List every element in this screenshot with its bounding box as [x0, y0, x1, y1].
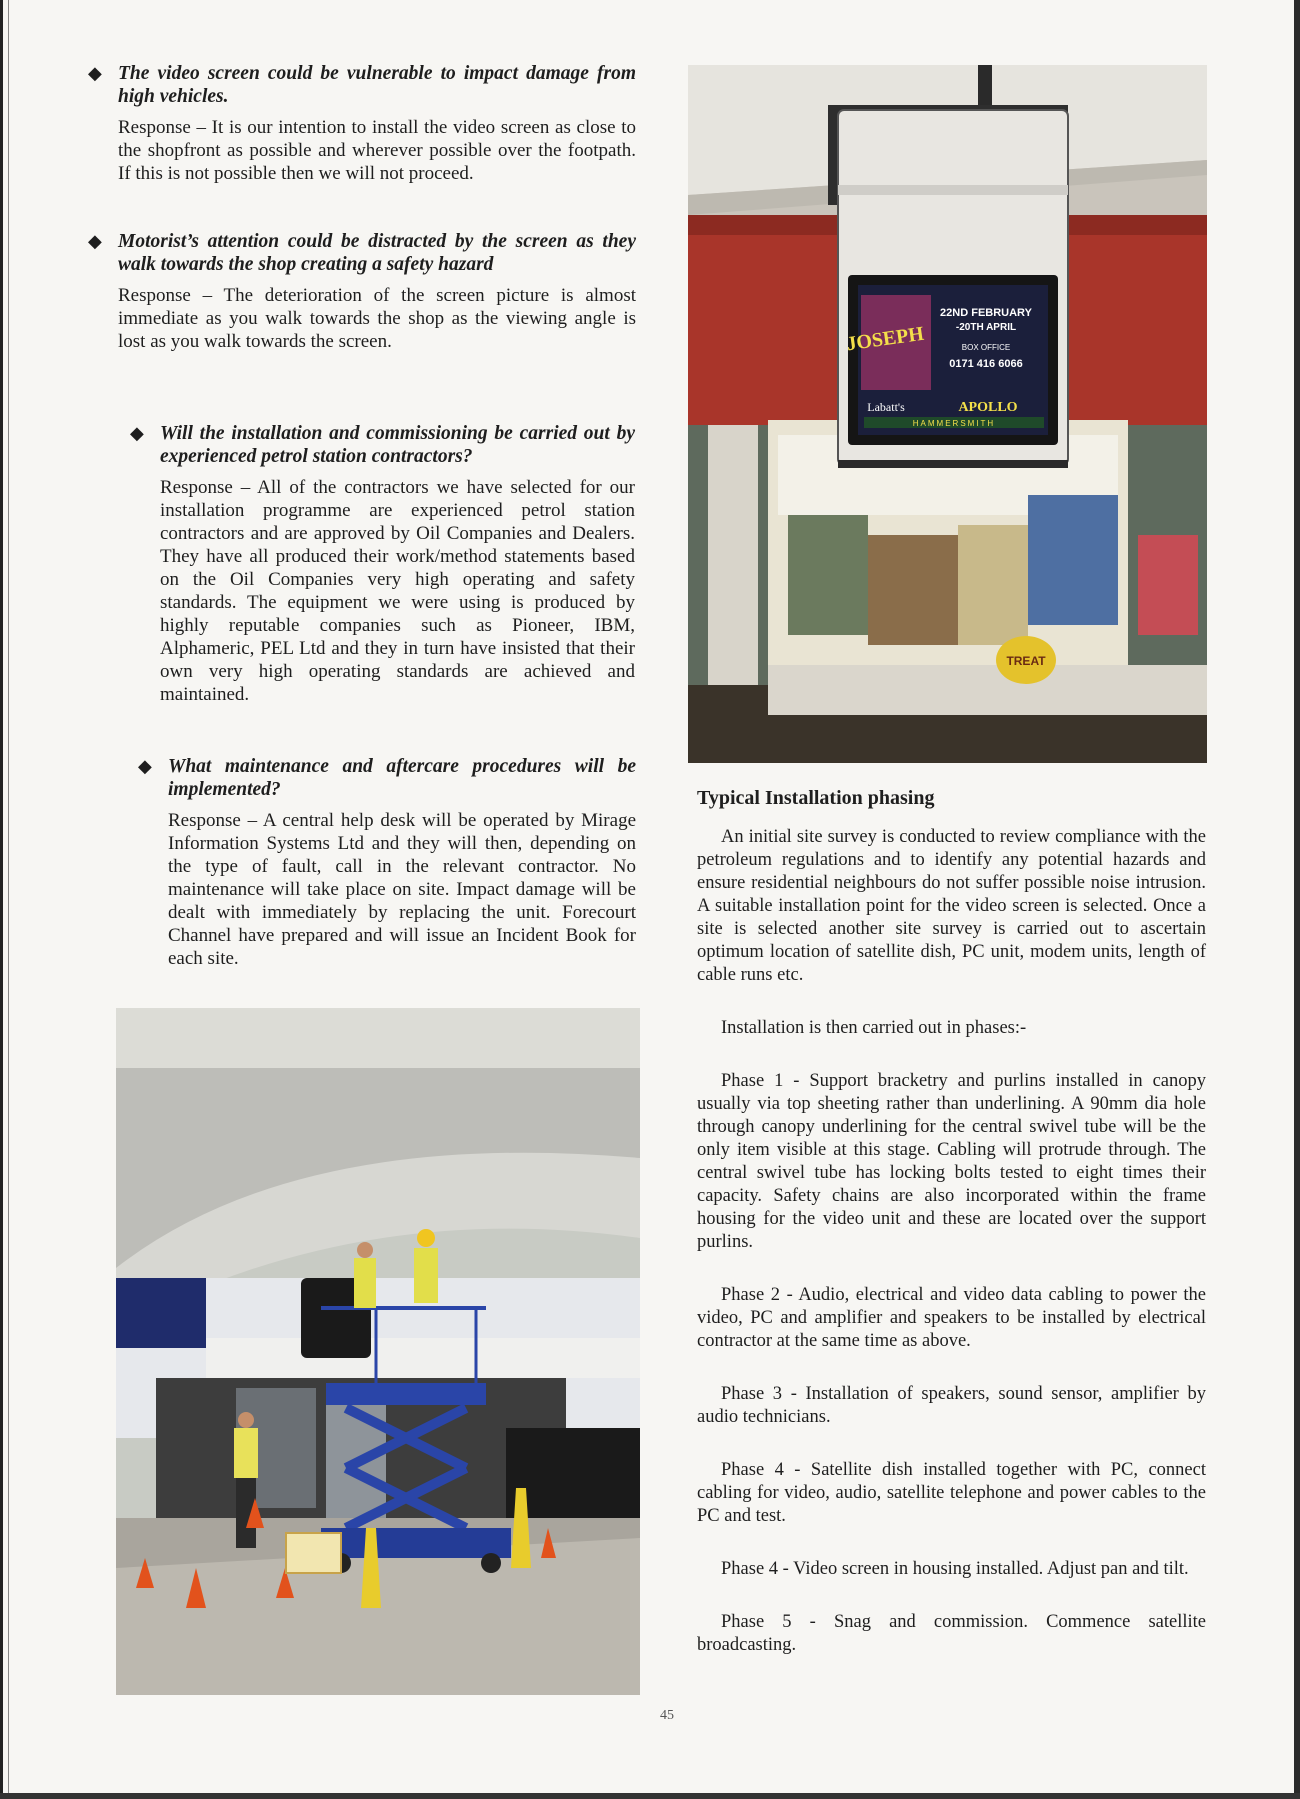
installation-photo: [116, 1008, 640, 1695]
question-heading: ◆ What maintenance and aftercare procedures will be implemented?: [138, 756, 636, 800]
question-heading: ◆ The video screen could be vulnerable to impact damage from high vehicles.: [88, 63, 636, 107]
phase-paragraph: Phase 5 - Snag and commission. Commence satellite broadcasting.: [697, 1612, 1206, 1655]
response-text: Response – It is our intention to install the video screen as close to the shopfront as possible and wherever possible over the footpath. If this is not possible then we will not proceed.: [118, 117, 636, 184]
diamond-bullet-icon: ◆: [88, 231, 102, 251]
page-edge-left: [0, 0, 3, 1799]
question-heading: ◆ Motorist’s attention could be distracted by the screen as they walk towards the shop creating a safety hazard: [88, 231, 636, 275]
screen-box-office: BOX OFFICE: [961, 343, 1011, 352]
diamond-bullet-icon: ◆: [138, 756, 152, 776]
screen-dates-2: -20TH APRIL: [955, 322, 1017, 333]
phase-paragraph: Phase 2 - Audio, electrical and video data cabling to power the video, PC and amplifier and speakers to be installed by electrical contractor at the same time as above.: [697, 1285, 1206, 1351]
response-text: Response – A central help desk will be operated by Mirage Information Systems Ltd and they will then, depending on the type of fault, call in the relevant contractor. No maintenance will take place on site. Impact damage will be dealt with immediately by replacing the unit. Forecourt Channel have prepared and will issue an Incident Book for each site.: [168, 810, 636, 969]
screen-dates-1: 22ND FEBRUARY: [940, 307, 1032, 319]
diamond-bullet-icon: ◆: [88, 63, 102, 83]
page-edge-bottom: [0, 1793, 1300, 1799]
intro-paragraph: An initial site survey is conducted to review compliance with the petroleum regulations and to identify any potential hazards and ensure residential neighbours do not suffer possible noise intrusion. A suitable installation point for the video screen is selected. Once a site is selected another site survey is carried out to ascertain optimum location of satellite dish, PC unit, modem units, length of cable runs etc.: [697, 827, 1206, 985]
phases-intro: Installation is then carried out in phases:-: [721, 1018, 1027, 1038]
phase-paragraph: Phase 1 - Support bracketry and purlins installed in canopy usually via top sheeting rather than underlining. A 90mm dia hole through canopy underlining for the central swivel tube will be the only item visible at this stage. Cabling will protrude through. The central swivel tube has locking bolts tested to eight times their capacity. Safety chains are also incorporated within the frame housing for the video unit and these are located over the support purlins.: [697, 1071, 1206, 1252]
qa-item: [130, 422, 635, 706]
treat-sign: TREAT: [1006, 654, 1046, 668]
response-text: Response – All of the contractors we have selected for our installation programme are experienced petrol station contractors and are approved by Oil Companies and Dealers. They have all produced their work/method statements based on the Oil Companies very high operating and safety standards. The equipment we were using is produced by highly reputable companies such as Pioneer, IBM, Alphameric, PEL Ltd and they in turn have insisted that their own very high operating standards are achieved and maintained.: [160, 477, 635, 705]
page-number: 45: [660, 1708, 674, 1723]
response-text: Response – The deterioration of the screen picture is almost immediate as you walk towards the shop as the viewing angle is lost as you walk towards the screen.: [118, 285, 636, 352]
section-heading: Typical Installation phasing: [697, 787, 935, 809]
phase-paragraph: Phase 3 - Installation of speakers, sound sensor, amplifier by audio technicians.: [697, 1384, 1206, 1427]
qa-item: [88, 62, 636, 185]
qa-item: [138, 755, 636, 970]
qa-item: [88, 230, 636, 353]
screen-sponsor: Labatt's: [867, 400, 905, 414]
screen-venue: APOLLO: [958, 400, 1018, 415]
page-edge-line: [8, 0, 9, 1799]
show-logo-text: JOSEPH: [845, 322, 926, 356]
phase-paragraph: Phase 4 - Satellite dish installed together with PC, connect cabling for video, audio, satellite telephone and power cables to the PC and test.: [697, 1460, 1206, 1526]
screen-venue-sub: HAMMERSMITH: [912, 419, 996, 428]
installation-section: [697, 787, 1206, 1657]
screen-phone: 0171 416 6066: [949, 358, 1023, 370]
page-edge-right: [1294, 0, 1300, 1799]
question-heading: ◆ Will the installation and commissioning be carried out by experienced petrol station contractors?: [130, 423, 635, 467]
diamond-bullet-icon: ◆: [130, 423, 144, 443]
video-screen-photo: [688, 65, 1207, 763]
phase-paragraph: Phase 4 - Video screen in housing installed. Adjust pan and tilt.: [721, 1559, 1189, 1579]
